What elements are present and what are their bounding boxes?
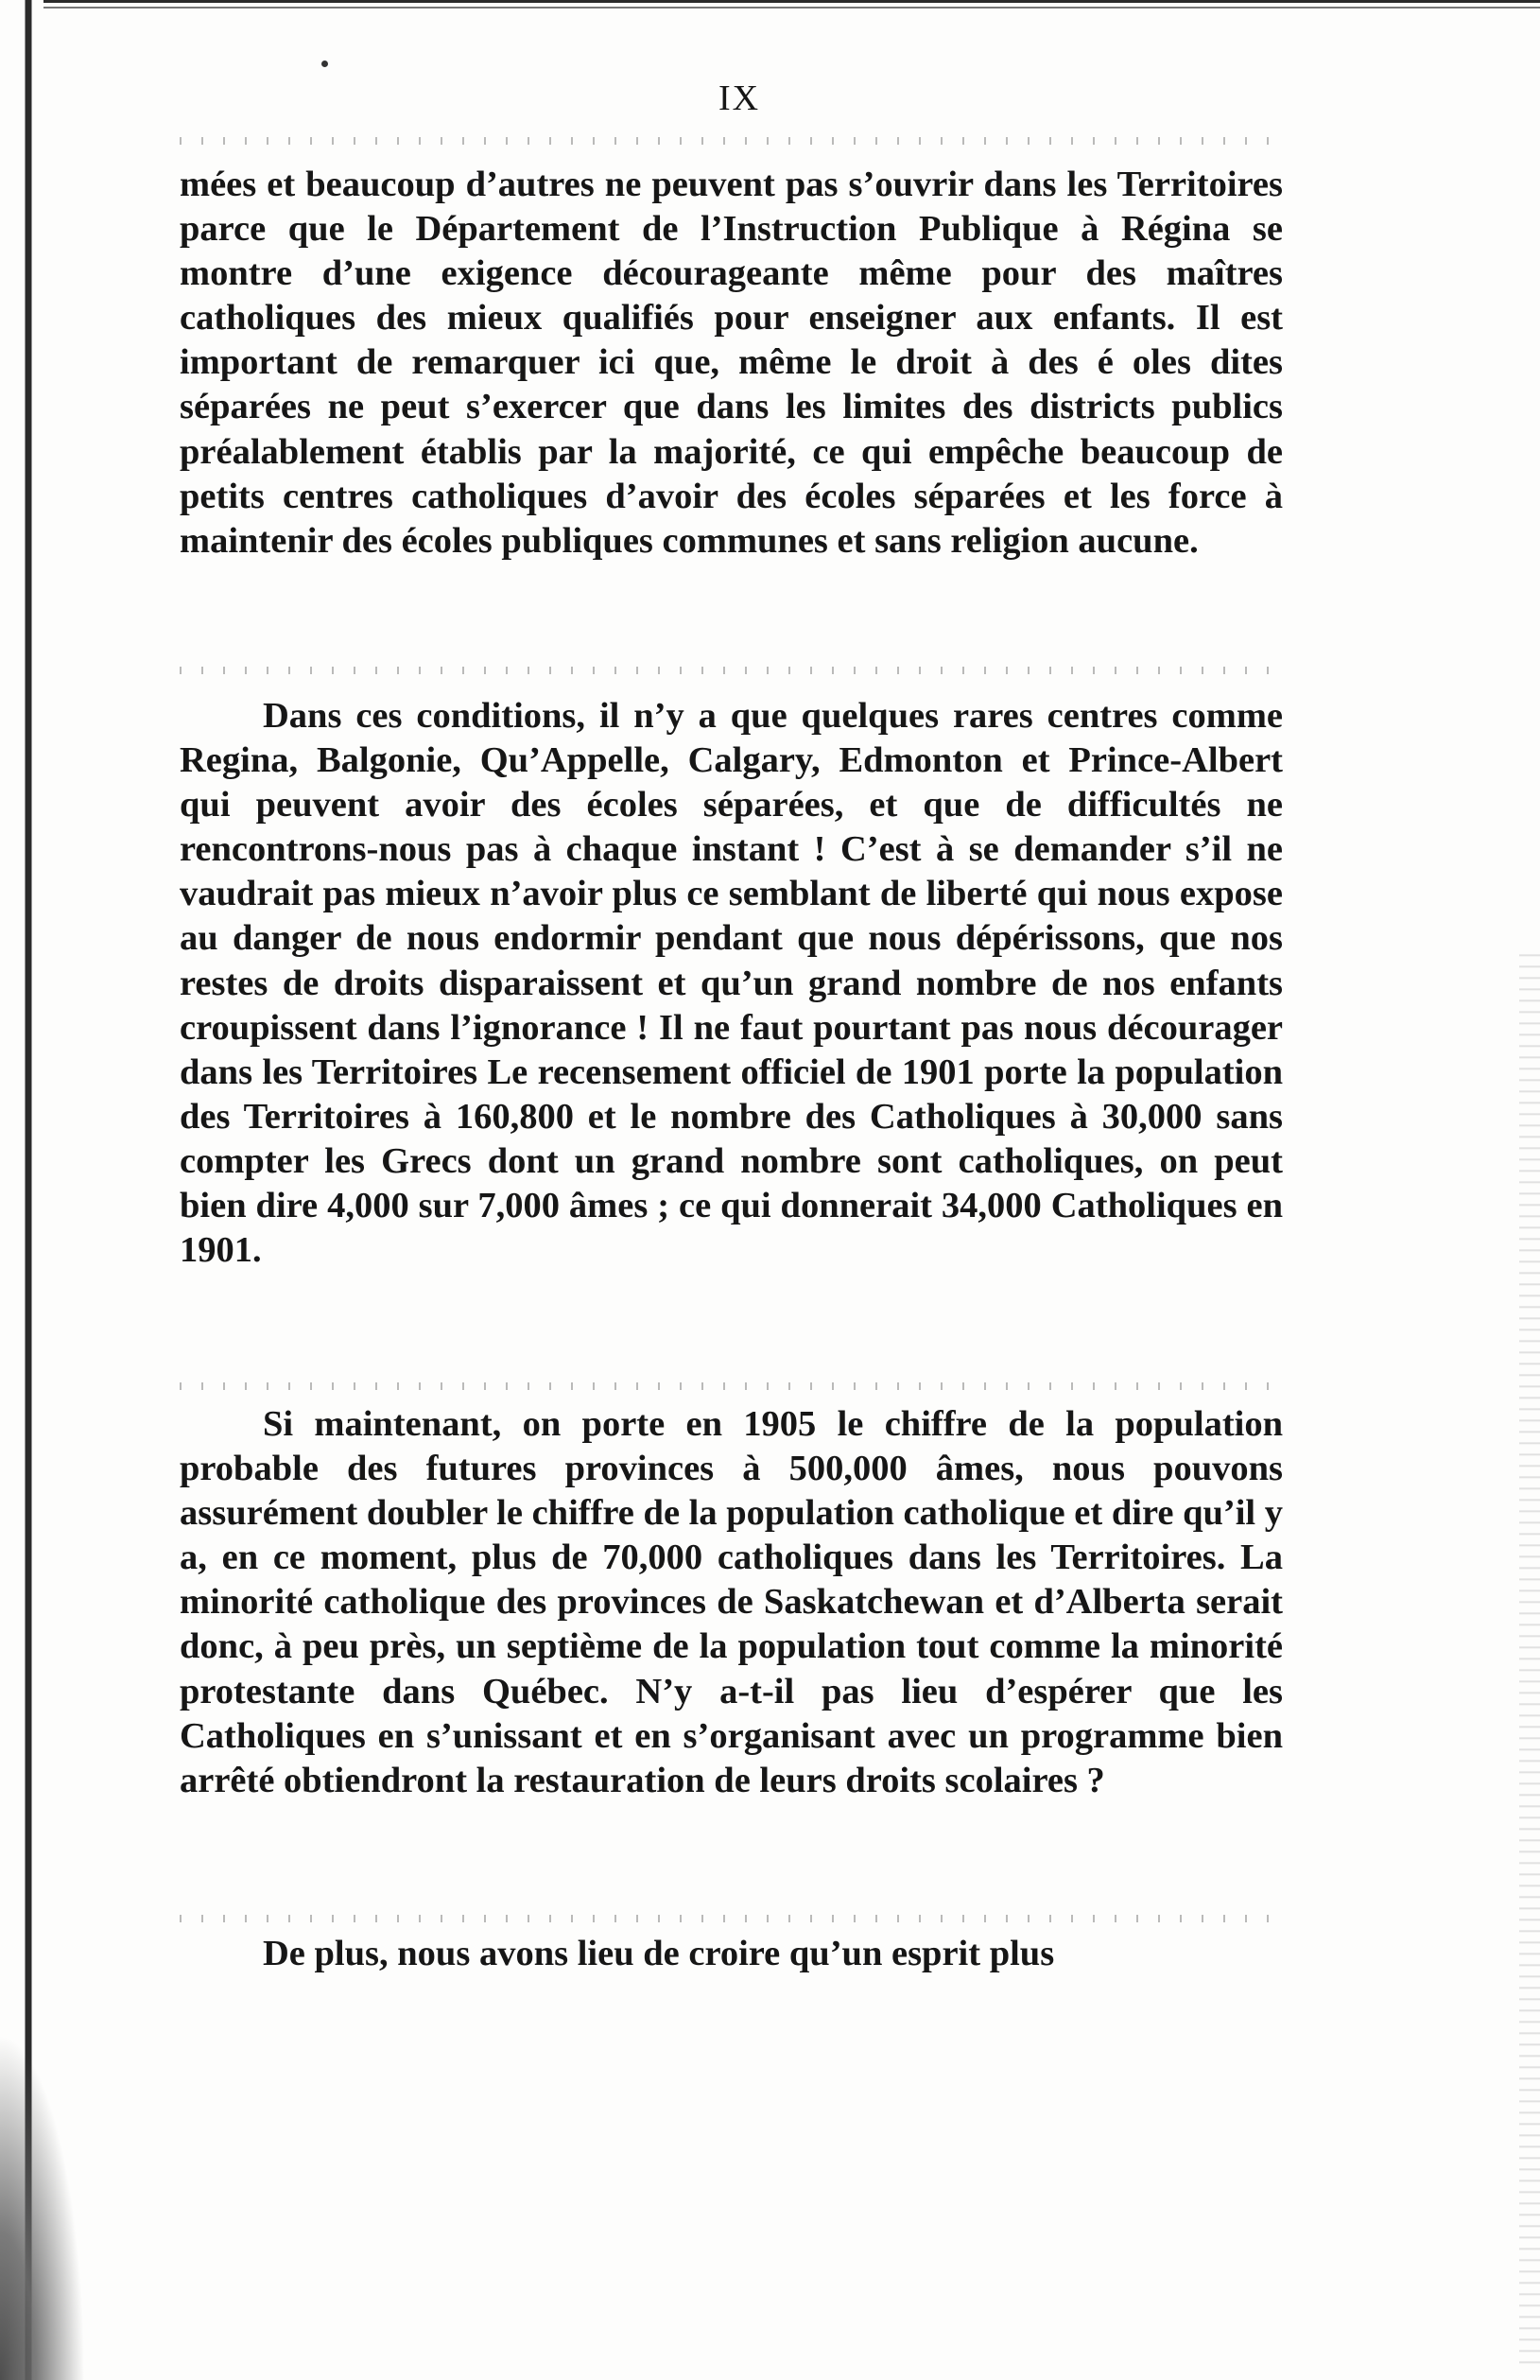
paragraph-2: Dans ces conditions, il n’y a que quelques rares centres comme Regina, Balgonie, Qu’Appelle, Calgary, Edmonton et Prince-Albert qui peuvent avoir des écoles séparées, et que de difficultés ne rencontrons-nous pas à chaque instant ! C’est à se demander s’il ne vaudrait pas mieux n’avoir plus ce semblant de liberté qui nous expose au danger de nous endormir pendant que nous dépérissons, que nos restes de droits disparaissent et qu’un grand nombre de nos enfants croupissent dans l’ignorance ! Il ne faut pourtant pas nous décourager dans les Territoires Le recensement officiel de 1901 porte la population des Territoires à 160,800 et le nombre des Catholiques à 30,000 sans compter les Grecs dont un grand nombre sont catholiques, on peut bien dire 4,000 sur 7,000 âmes ; ce qui donnerait 34,000 Catholiques en 1901.	[180, 696, 1283, 1271]
right-edge-speckle	[1519, 946, 1540, 2364]
ink-dot	[321, 61, 328, 67]
print-noise	[180, 137, 1283, 145]
print-noise	[180, 1915, 1283, 1922]
print-noise	[180, 667, 1283, 674]
top-border	[0, 0, 1540, 11]
page-number: IX	[718, 78, 761, 118]
paragraph-4: De plus, nous avons lieu de croire qu’un esprit plus	[263, 1934, 1055, 1973]
print-noise	[180, 1382, 1283, 1390]
binding-shadow	[0, 2033, 85, 2380]
paragraph-1: mées et beaucoup d’autres ne peuvent pas s’ouvrir dans les Territoires parce que le Département de l’Instruction Publique à Régina se montre d’une exigence décourageante même pour des maîtres catholiques des mieux qualifiés pour enseigner aux enfants. Il est important de remarquer ici que, même le droit à des é oles dites séparées ne peut s’exercer que dans les limites des districts publics préalablement établis par la majorité, ce qui empêche beaucoup de petits centres catholiques d’avoir des écoles séparées et les force à maintenir des écoles publiques communes et sans religion aucune.	[180, 165, 1283, 561]
paragraph-3: Si maintenant, on porte en 1905 le chiffre de la population probable des futures provinces à 500,000 âmes, nous pouvons assurément doubler le chiffre de la population catholique et dire qu’il y a, en ce moment, plus de 70,000 catholiques dans les Territoires. La minorité catholique des provinces de Saskatchewan et d’Alberta serait donc, à peu près, un septième de la population tout comme la minorité protestante dans Québec. N’y a-t-il pas lieu d’espérer que les Catholiques en s’unissant et en s’organisant avec un programme bien arrêté obtiendront la restauration de leurs droits scolaires ?	[180, 1404, 1283, 1800]
left-binding-edge	[0, 0, 43, 2380]
